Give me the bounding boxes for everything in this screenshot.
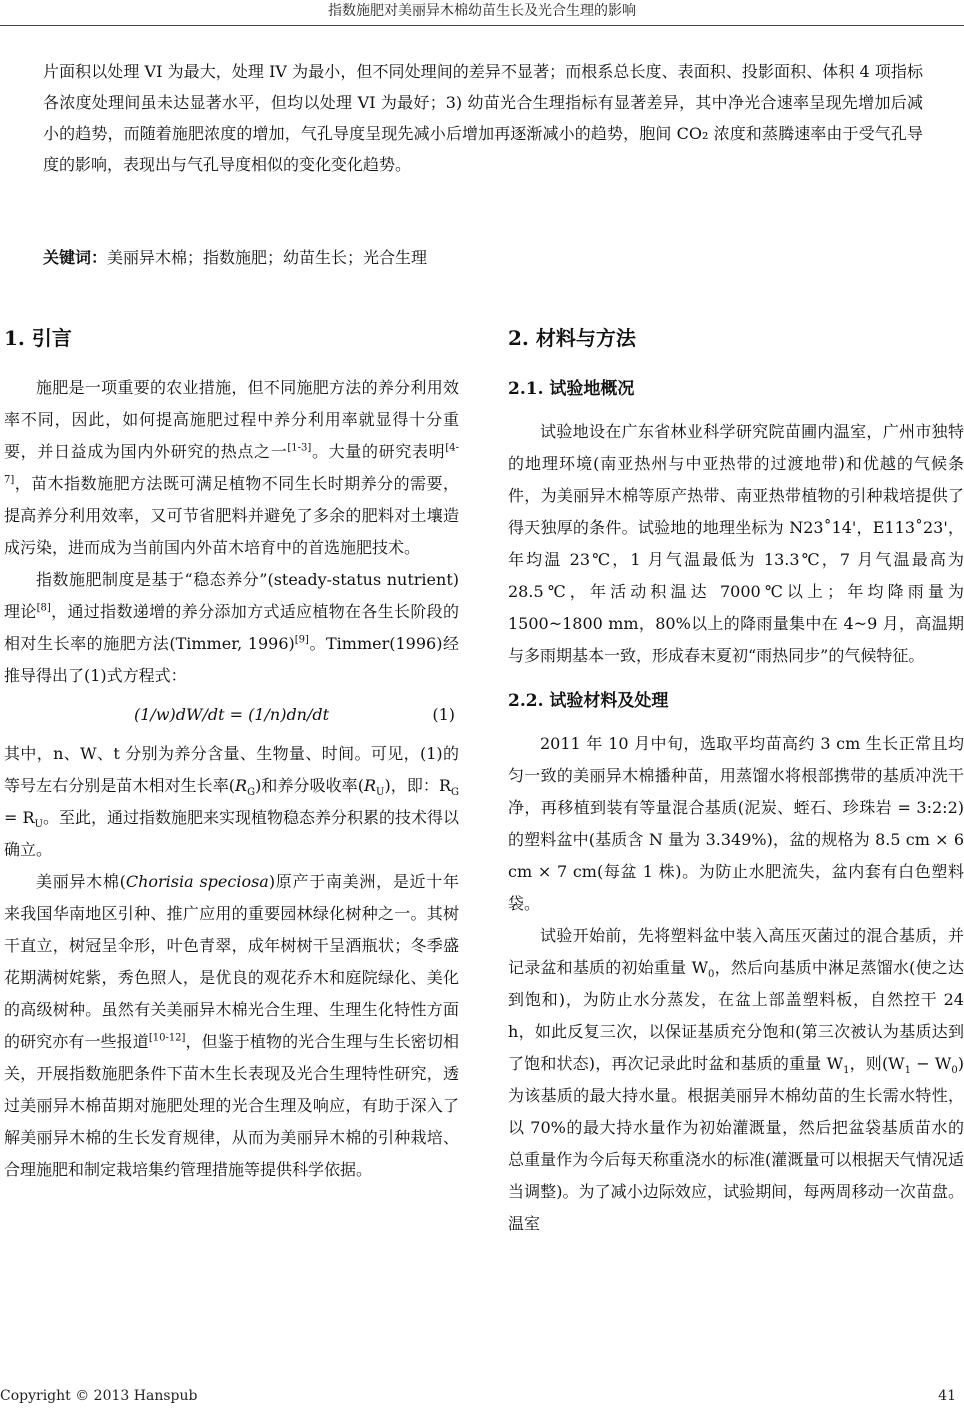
abstract-text: 片面积以处理 VI 为最大，处理 IV 为最小，但不同处理间的差异不显著；而根系总长度、表面积、投影面积、体积 4 项指标各浓度处理间虽未达显著水平，但均以处理 VI 为最好；3) 幼苗光合生理指标有显著差异，其中净光合速率呈现先增加后减小的趋势，而随着施肥浓度的增加，气孔导度呈现先减小后增加再逐渐减小的趋势，胞间 CO₂ 浓度和蒸腾速率由于受气孔导度的影响，表现出与气孔导度相似的变化变化趋势。 — [43, 62, 923, 174]
citation: [10-12] — [148, 1032, 186, 1044]
keywords — [43, 244, 923, 272]
paragraph: 试验开始前，先将塑料盆中装入高压灭菌过的混合基质，并记录盆和基质的初始重量 $W_0$，然后向基质中淋足蒸馏水(使之达到饱和)，为防止水分蒸发，在盆上部盖塑料板，自然控干 24 h，如此反复三次，以保证基质充分饱和(第三次被认为基质达到了饱和状态)，再次记录此时盆和基质的重量 $W_1$，则$(W_1 - W_0)$为该基质的最大持水量。根据美丽异木棉幼苗的生长需水特性，以 70%的最大持水量作为初始灌溉量，然后把盆袋基质苗水的总重量作为今后每天称重浇水的标准(灌溉量可以根据天气情况适当调整)。为了减小边际效应，试验期间，每两周移动一次苗盘。温室 — [508, 926, 964, 1233]
equation — [4, 692, 459, 738]
right-column — [508, 318, 964, 1240]
citation: [4-7] — [4, 442, 459, 486]
subsection-heading-site: 2.1. 试验地概况 — [508, 379, 635, 399]
paragraph: 美丽异木棉(Chorisia speciosa)原产于南美洲，是近十年来我国华南地区引种、推广应用的重要园林绿化树种之一。其树干直立，树冠呈伞形，叶色青翠，成年树树干呈酒瓶状；冬季盛花期满树姹紫，秀色照人，是优良的观花乔木和庭院绿化、美化的高级树种。虽然有关美丽异木棉光合生理、生理生化特性方面的研究亦有一些报道[10-12]，但鉴于植物的光合生理与生长密切相关，开展指数施肥条件下苗木生长表现及光合生理特性研究，透过美丽异木棉苗期对施肥处理的光合生理及响应，有助于深入了解美丽异木棉的生长发育规律，从而为美丽异木棉的引种栽培、合理施肥和制定栽培集约管理措施等提供科学依据。 — [4, 872, 459, 1179]
copyright: Copyright © 2013 Hanspub — [0, 1388, 198, 1404]
equation-number: (1) — [432, 705, 455, 724]
paragraph: 试验地设在广东省林业科学研究院苗圃内温室，广州市独特的地理环境(南亚热州与中亚热带的过渡地带)和优越的气候条件，为美丽异木棉等原产热带、南亚热带植物的引种栽培提供了得天独厚的条件。试验地的地理坐标为 N23˚14'，E113˚23'，年均温 23℃，1 月气温最低为 13.3℃，7 月气温最高为 28.5℃，年活动积温达 7000℃以上；年均降雨量为 1500~1800 mm，80%以上的降雨量集中在 4~9 月，高温期与多雨期基本一致，形成春末夏初“雨热同步”的气候特征。 — [508, 422, 964, 665]
section-heading-methods: 2. 材料与方法 — [508, 326, 636, 350]
paragraph: 2011 年 10 月中旬，选取平均苗高约 3 cm 生长正常且均匀一致的美丽异木棉播种苗，用蒸馏水将根部携带的基质冲洗干净，再移植到装有等量混合基质(泥炭、蛭石、珍珠岩 = 3:2:2)的塑料盆中(基质含 N 量为 3.349%)，盆的规格为 8.5 cm × 6 cm × 7 cm(每盆 1 株)。为防止水肥流失，盆内套有白色塑料袋。 — [508, 734, 964, 913]
citation: [1-3] — [287, 442, 312, 454]
keywords-label: 关键词： — [43, 248, 108, 267]
equation-body: (1/w)dW/dt = (1/n)dn/dt — [134, 705, 330, 724]
section-heading-introduction: 1. 引言 — [4, 326, 72, 350]
header-divider — [0, 25, 964, 26]
running-header: 指数施肥对美丽异木棉幼苗生长及光合生理的影响 — [328, 3, 636, 19]
subsection-heading-materials: 2.2. 试验材料及处理 — [508, 691, 669, 711]
paragraph: 指数施肥制度是基于“稳态养分”(steady-status nutrient)理论[8]，通过指数递增的养分添加方式适应植物在各生长阶段的相对生长率的施肥方法(Timmer, 1996)[9]。Timmer(1996)经推导得出了(1)式方程式： — [4, 570, 459, 685]
page-footer — [0, 1384, 964, 1408]
paragraph: 施肥是一项重要的农业措施，但不同施肥方法的养分利用效率不同，因此，如何提高施肥过程中养分利用率就显得十分重要，并日益成为国内外研究的热点之一[1-3]。大量的研究表明[4-7]，苗木指数施肥方法既可满足植物不同生长时期养分的需要，提高养分利用效率，又可节省肥料并避免了多余的肥料对土壤造成污染，进而成为当前国内外苗木培育中的首选施肥技术。 — [4, 378, 459, 557]
left-column — [4, 318, 459, 1186]
citation: [9] — [294, 634, 309, 646]
latin-name: Chorisia speciosa — [125, 872, 269, 891]
page-number: 41 — [938, 1388, 956, 1404]
keywords-text: 美丽异木棉；指数施肥；幼苗生长；光合生理 — [107, 248, 428, 267]
paragraph: 其中，n、W、t 分别为养分含量、生物量、时间。可见，(1)的等号左右分别是苗木相对生长率$(R_G)$和养分吸收率$(R_U)$，即：$R_G = R_U$。至此，通过指数施肥来实现植物稳态养分积累的技术得以确立。 — [4, 744, 459, 859]
citation: [8] — [36, 602, 51, 614]
